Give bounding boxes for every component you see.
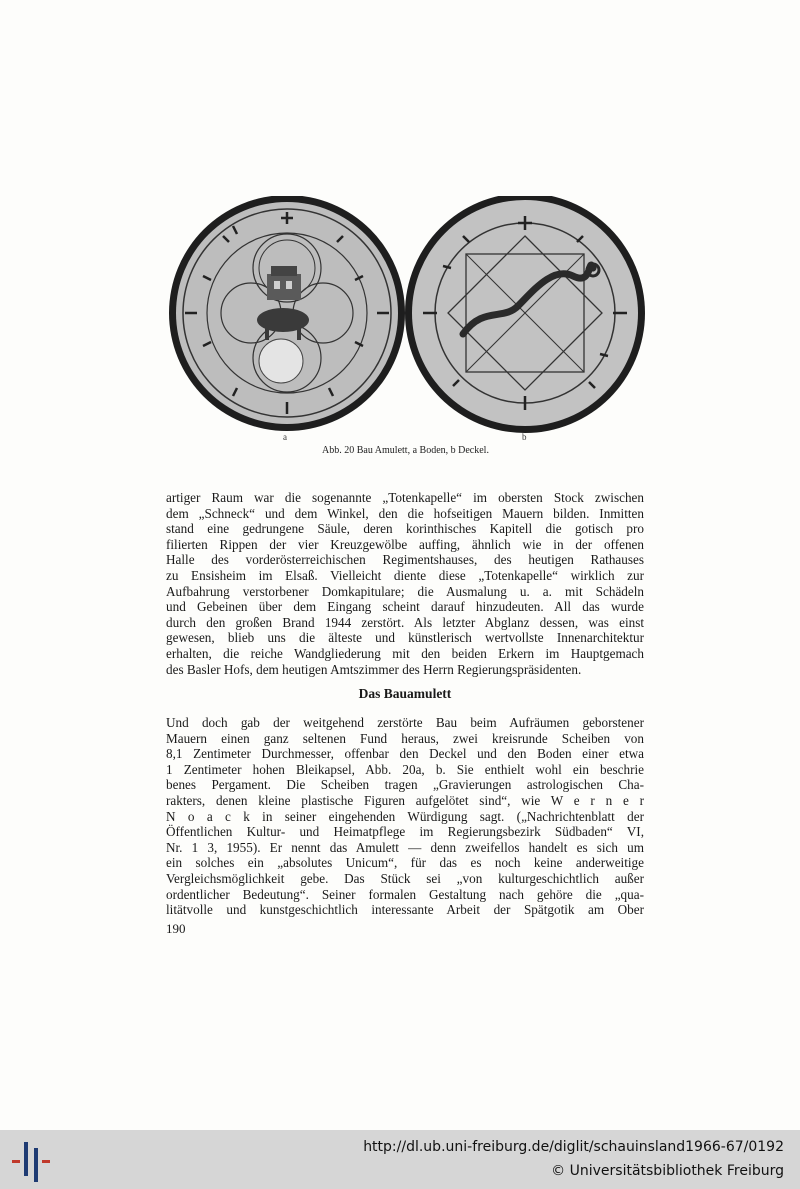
figure-label-b: b <box>522 432 527 442</box>
text-line: benes Pergament. Die Scheiben tragen „Gravierungen astrologischen Cha- <box>166 777 644 793</box>
text-line: gewesen, blieb uns die älteste und künstlerisch wertvollste Innenarchitektur <box>166 630 644 646</box>
text-line: litätvolle und kunstgeschichtlich interessante Arbeit der Spätgotik am Ober <box>166 902 644 918</box>
paragraph-1 <box>166 490 644 677</box>
page-number: 190 <box>166 921 186 936</box>
text-line: artiger Raum war die sogenannte „Totenkapelle“ im obersten Stock zwischen <box>166 490 644 505</box>
text-line: und Gebeinen über dem Eingang scheint darauf hinzudeuten. All das wurde <box>166 599 644 615</box>
text-line: Halle des vorderösterreichischen Regimentshauses, des heutigen Rathauses <box>166 552 644 568</box>
text-line: Aufbahrung verstorbener Domkapitulare; die Ausmalung u. a. mit Schädeln <box>166 583 644 599</box>
text-line: erhalten, die reiche Wandgliederung mit den beiden Erkern im Hauptgemach <box>166 645 644 661</box>
ub-freiburg-logo-icon <box>12 1138 52 1182</box>
document-url-link[interactable]: http://dl.ub.uni-freiburg.de/diglit/schauinsland1966-67/0192 <box>363 1139 784 1155</box>
text-line: 8,1 Zentimeter Durchmesser, offenbar den Deckel und den Boden einer etwa <box>166 746 644 762</box>
text-line: filierten Rippen der vier Kreuzgewölbe auffing, ähnlich wie in der offenen <box>166 536 644 552</box>
text-line: des Basler Hofs, dem heutigen Amtszimmer des Herrn Regierungspräsidenten. <box>166 661 582 677</box>
figure-label-a: a <box>283 432 287 442</box>
text-line: rakters, denen kleine plastische Figuren aufgelötet sind“, wie W e r n e r <box>166 792 644 808</box>
text-line: 1 Zentimeter hohen Bleikapsel, Abb. 20a, b. Sie enthielt wohl ein beschrie <box>166 761 644 777</box>
text-line: ein solches ein „absolutes Unicum“, für das es noch keine anderweitige <box>166 855 644 871</box>
section-heading: Das Bauamulett <box>358 686 452 701</box>
amulet-photo <box>163 196 648 436</box>
text-line: N o a c k in seiner eingehenden Würdigung sagt. („Nachrichtenblatt der <box>166 808 644 824</box>
text-line: stand eine gedrungene Säule, deren korinthisches Kapitell die gotisch pro <box>166 521 644 537</box>
text-line: Und doch gab der weitgehend zerstörte Bau beim Aufräumen geborstener <box>166 715 644 730</box>
text-line: Nr. 1 3, 1955). Er nennt das Amulett — denn zweifellos handelt es sich um <box>166 839 644 855</box>
paragraph-2 <box>166 715 644 918</box>
figure-caption: Abb. 20 Bau Amulett, a Boden, b Deckel. <box>322 445 489 456</box>
amulet-disc-b <box>405 196 645 433</box>
text-line: Mauern einen ganz seltenen Fund heraus, zwei kreisrunde Scheiben von <box>166 730 644 746</box>
footer-bar <box>0 1130 800 1189</box>
text-line: Vergleichsmöglichkeit gebe. Das Stück sei „von kulturgeschichtlich außer <box>166 870 644 886</box>
amulet-disc-a <box>169 196 405 431</box>
copyright-text: © Universitätsbibliothek Freiburg <box>551 1163 784 1179</box>
text-line: Öffentlichen Kultur- und Heimatpflege im Regierungsbezirk Südbaden“ VI, <box>166 824 644 840</box>
text-line: ordentlicher Bedeutung“. Seiner formalen Gestaltung nach gehöre die „qua- <box>166 886 644 902</box>
text-line: zu Ensisheim im Elsaß. Vielleicht diente diese „Totenkapelle“ wirklich zur <box>166 567 644 583</box>
text-line: durch den großen Brand 1944 zerstört. Als letzter Abglanz dessen, was einst <box>166 614 644 630</box>
amulet-figure <box>163 196 648 436</box>
text-line: dem „Schneck“ und dem Winkel, den die hofseitigen Mauern bilden. Inmitten <box>166 505 644 521</box>
